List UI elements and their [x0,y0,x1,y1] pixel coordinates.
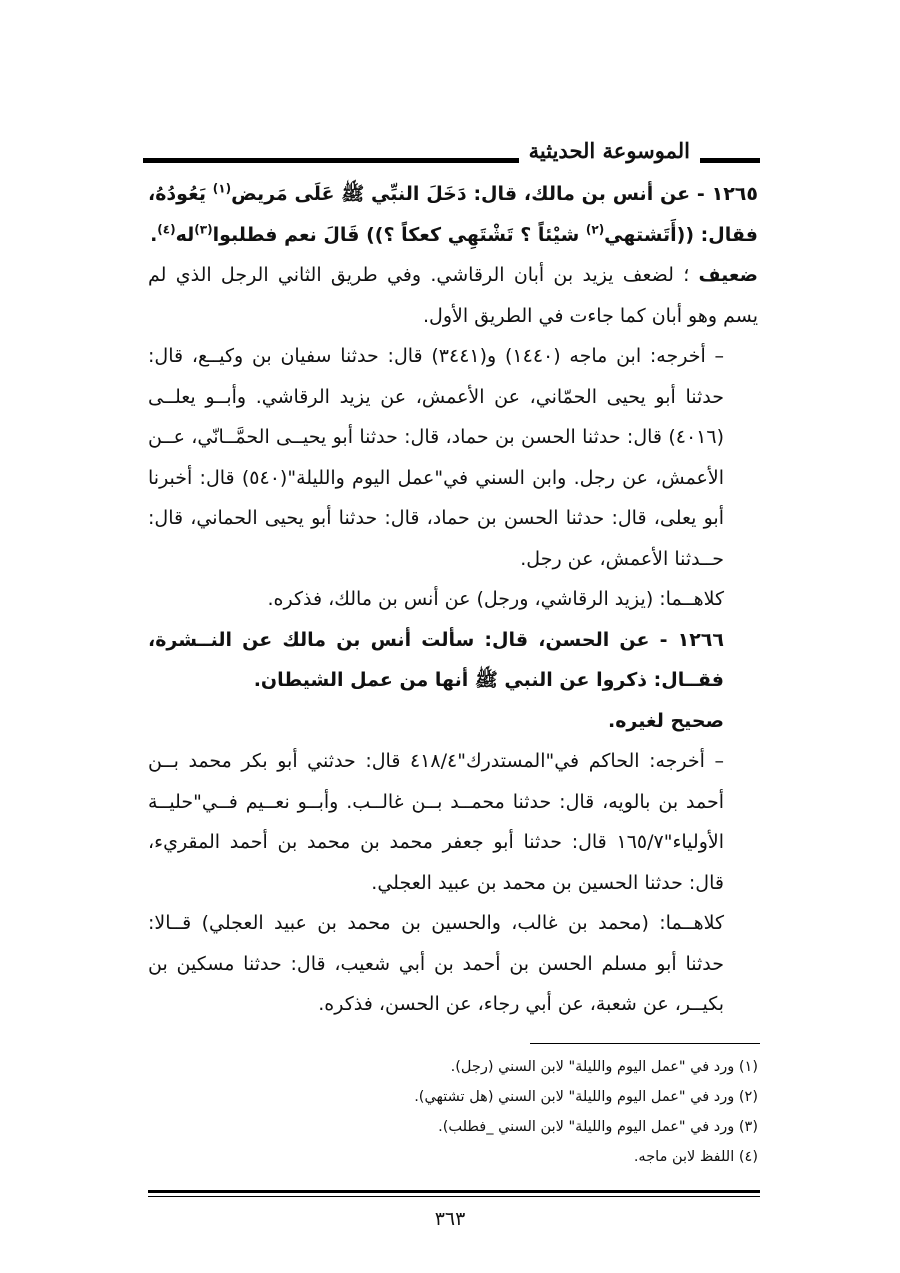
footnote-1: (١) ورد في "عمل اليوم والليلة" لابن السني (رجل). [450,1059,758,1075]
takhrij-1: – أخرجه: ابن ماجه (١٤٤٠) و(٣٤٤١) قال: حدثنا سفيان بن وكيــع، قال: حدثنا أبو يحيى الحمّاني، عن الأعمش، عن يزيد الرقاشي. وأبــو يعلــى (٤٠١٦) قال: حدثنا الحسن بن حماد، قال: حدثنا أبو يحيــى الحمَّــانّي، عــن الأعمش، عن رجل. وابن السني في"عمل اليوم والليلة"(٥٤٠) قال: أخبرنا أبو يعلى، قال: حدثنا الحسن بن حماد، قال: حدثنا أبو يحيى الحماني، قال: حــدثنا الأعمش، عن رجل. [148,345,724,570]
hadith-1265-text-e: له [175,223,195,246]
footer-rule-thin [148,1196,760,1197]
hadith-1266: ١٢٦٦ - عن الحسن، قال: سألت أنس بن مالك عن النــشرة، فقــال: ذكروا عن النبي ﷺ أنها من عمل الشيطان. [148,628,724,691]
hadith-1265-text-a: ١٢٦٥ - عن أنس بن مالك، قال: دَخَلَ النبِّي ﷺ عَلَى مَريض [231,183,758,205]
kilahuma-2: كلاهــما: (محمد بن غالب، والحسين بن محمد بن عبيد العجلي) قــالا: حدثنا أبو مسلم الحسن بن أحمد بن أبي شعيب، قال: حدثنا مسكين بن بكيــر، عن شعبة، عن أبي رجاء، عن الحسن، فذكره. [148,912,724,1015]
grade-1-label: ضعيف [698,264,758,286]
hadith-1265-text-b: يَعُودُهُ، [148,183,213,205]
grade-1 [148,255,758,336]
hadith-1265-text-c: فقال: ((أَتَشتهي [604,223,758,246]
running-header [143,132,760,172]
footnotes [148,1052,758,1172]
hadith-1265-text-d: شيْئاً ؟ تَشْتَهِي كعكاً ؟)) قَالَ نعم فطلبوا [212,223,586,246]
takhrij-2: – أخرجه: الحاكم في"المستدرك"٤١٨/٤ قال: حدثني أبو بكر محمد بــن أحمد بن بالويه، قال: حدثنا محمــد بــن غالــب. وأبــو نعــيم فــي"حليــة الأولياء"١٦٥/٧ قال: حدثنا أبو جعفر محمد بن محمد بن أحمد المقريء، قال: حدثنا الحسين بن محمد بن عبيد العجلي. [148,750,724,894]
footnote-2: (٢) ورد في "عمل اليوم والليلة" لابن السني (هل تشتهي). [414,1089,758,1105]
main-text [148,174,758,1025]
footnote-ref-1: (١) [212,181,232,196]
header-title: الموسوعة الحديثية [519,138,700,163]
footnote-separator [530,1043,760,1044]
hadith-1265-text-f: . [150,223,158,246]
footnote-3: (٣) ورد في "عمل اليوم والليلة" لابن السني _فطلب). [438,1119,758,1135]
grade-1-text: ؛ لضعف يزيد بن أبان الرقاشي. وفي طريق الثاني الرجل الذي لم يسم وهو أبان كما جاءت في الطريق الأول. [148,264,758,327]
footer-rule-thick [148,1190,760,1193]
footnote-4: (٤) اللفظ لابن ماجه. [633,1149,758,1165]
kilahuma-1: كلاهــما: (يزيد الرقاشي، ورجل) عن أنس بن مالك، فذكره. [267,588,724,610]
grade-2: صحيح لغيره. [608,709,724,732]
page-number: ٣٦٣ [434,1208,466,1230]
footnote-ref-4: (٤) [157,222,176,237]
hadith-1265 [148,174,758,255]
footnote-ref-3: (٣) [194,222,213,237]
footnote-ref-2: (٢) [585,222,605,237]
